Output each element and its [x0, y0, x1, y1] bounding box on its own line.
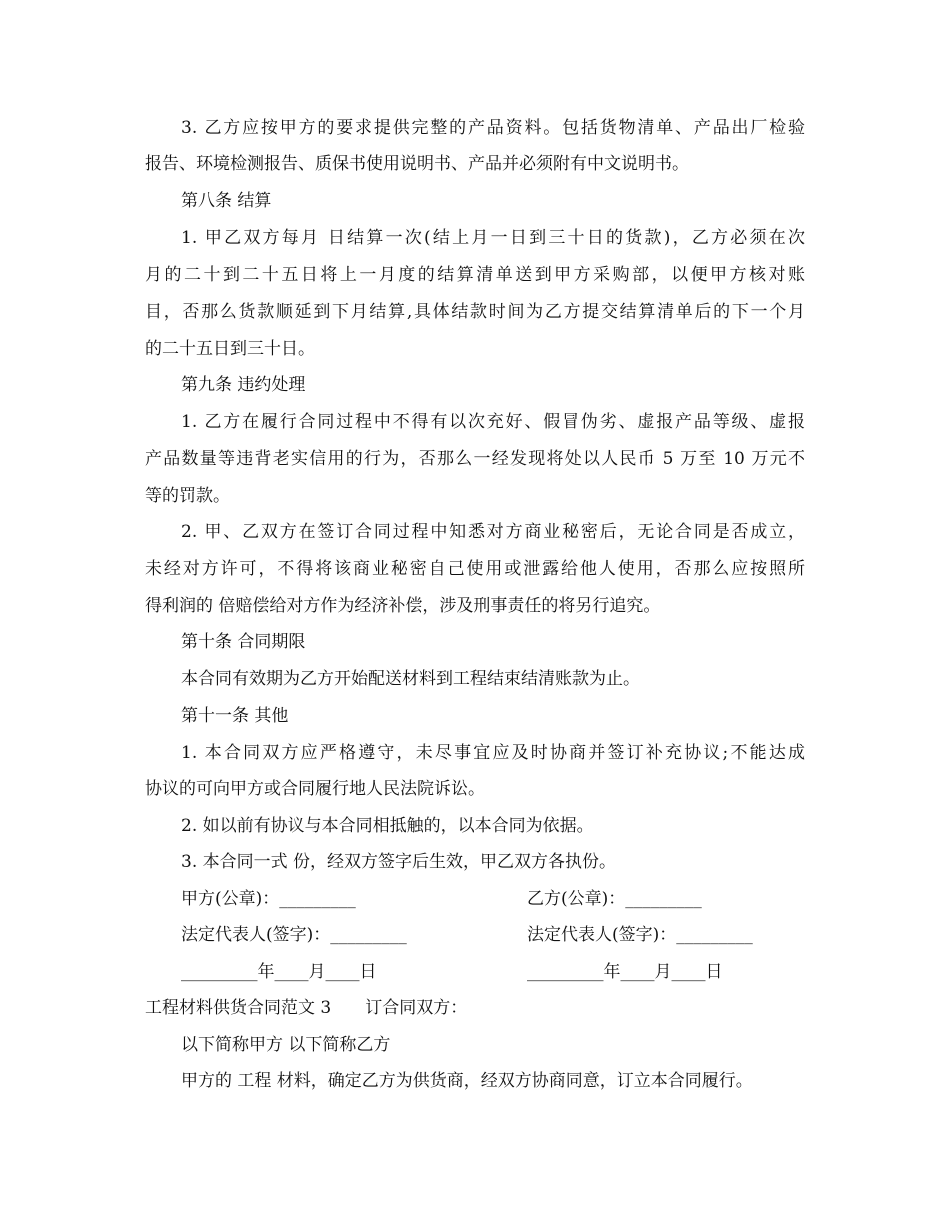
paragraph-line: 本合同有效期为乙方开始配送材料到工程结束结清账款为止。	[181, 669, 640, 689]
party-b-representative-field: 法定代表人(签字)：_________	[527, 925, 753, 945]
paragraph-line: 得利润的 倍赔偿给对方作为经济补偿，涉及刑事责任的将另行追究。	[145, 596, 661, 616]
section-heading: 第十一条 其他	[181, 706, 289, 726]
party-a-date-field: _________年____月____日	[181, 962, 377, 982]
paragraph-line: 月的二十到二十五日将上一月度的结算清单送到甲方采购部，以便甲方核对账	[145, 265, 805, 285]
paragraph-line: 2. 甲、乙双方在签订合同过程中知悉对方商业秘密后，无论合同是否成立，	[181, 522, 805, 542]
party-a-representative-field: 法定代表人(签字)：_________	[181, 925, 407, 945]
section-heading: 第九条 违约处理	[181, 375, 306, 395]
party-a-seal-field: 甲方(公章)：_________	[181, 889, 356, 909]
paragraph-line: 的二十五日到三十日。	[145, 339, 315, 359]
paragraph-line: 协议的可向甲方或合同履行地人民法院诉讼。	[145, 779, 485, 799]
paragraph-line: 等的罚款。	[145, 486, 230, 506]
party-b-date-field: _________年____月____日	[527, 962, 723, 982]
section-heading: 第十条 合同期限	[181, 632, 306, 652]
next-section-title: 工程材料供货合同范文 3 订合同双方：	[145, 998, 468, 1018]
party-b-seal-field: 乙方(公章)：_________	[527, 889, 702, 909]
paragraph-line: 1. 本合同双方应严格遵守，未尽事宜应及时协商并签订补充协议;不能达成	[181, 743, 805, 763]
paragraph-line: 未经对方许可，不得将该商业秘密自己使用或泄露给他人使用，否那么应按照所	[145, 559, 805, 579]
section-heading: 第八条 结算	[181, 191, 272, 211]
paragraph-line: 1. 甲乙双方每月 日结算一次(结上月一日到三十日的货款)，乙方必须在次	[181, 228, 805, 248]
paragraph-line: 1. 乙方在履行合同过程中不得有以次充好、假冒伪劣、虚报产品等级、虚报	[181, 412, 805, 432]
paragraph-line: 产品数量等违背老实信用的行为，否那么一经发现将处以人民币 5 万至 10 万元不	[145, 449, 805, 469]
paragraph-line: 2. 如以前有协议与本合同相抵触的，以本合同为依据。	[181, 816, 594, 836]
paragraph-line: 目，否那么货款顺延到下月结算,具体结款时间为乙方提交结算清单后的下一个月	[145, 302, 805, 322]
paragraph-line: 3. 乙方应按甲方的要求提供完整的产品资料。包括货物清单、产品出厂检验	[181, 118, 805, 138]
paragraph-line: 3. 本合同一式 份，经双方签字后生效，甲乙双方各执份。	[181, 852, 617, 872]
paragraph-line: 甲方的 工程 材料，确定乙方为供货商，经双方协商同意，订立本合同履行。	[181, 1071, 753, 1091]
paragraph-line: 报告、环境检测报告、质保书使用说明书、产品并必须附有中文说明书。	[145, 154, 689, 174]
paragraph-line: 以下简称甲方 以下简称乙方	[181, 1035, 391, 1055]
